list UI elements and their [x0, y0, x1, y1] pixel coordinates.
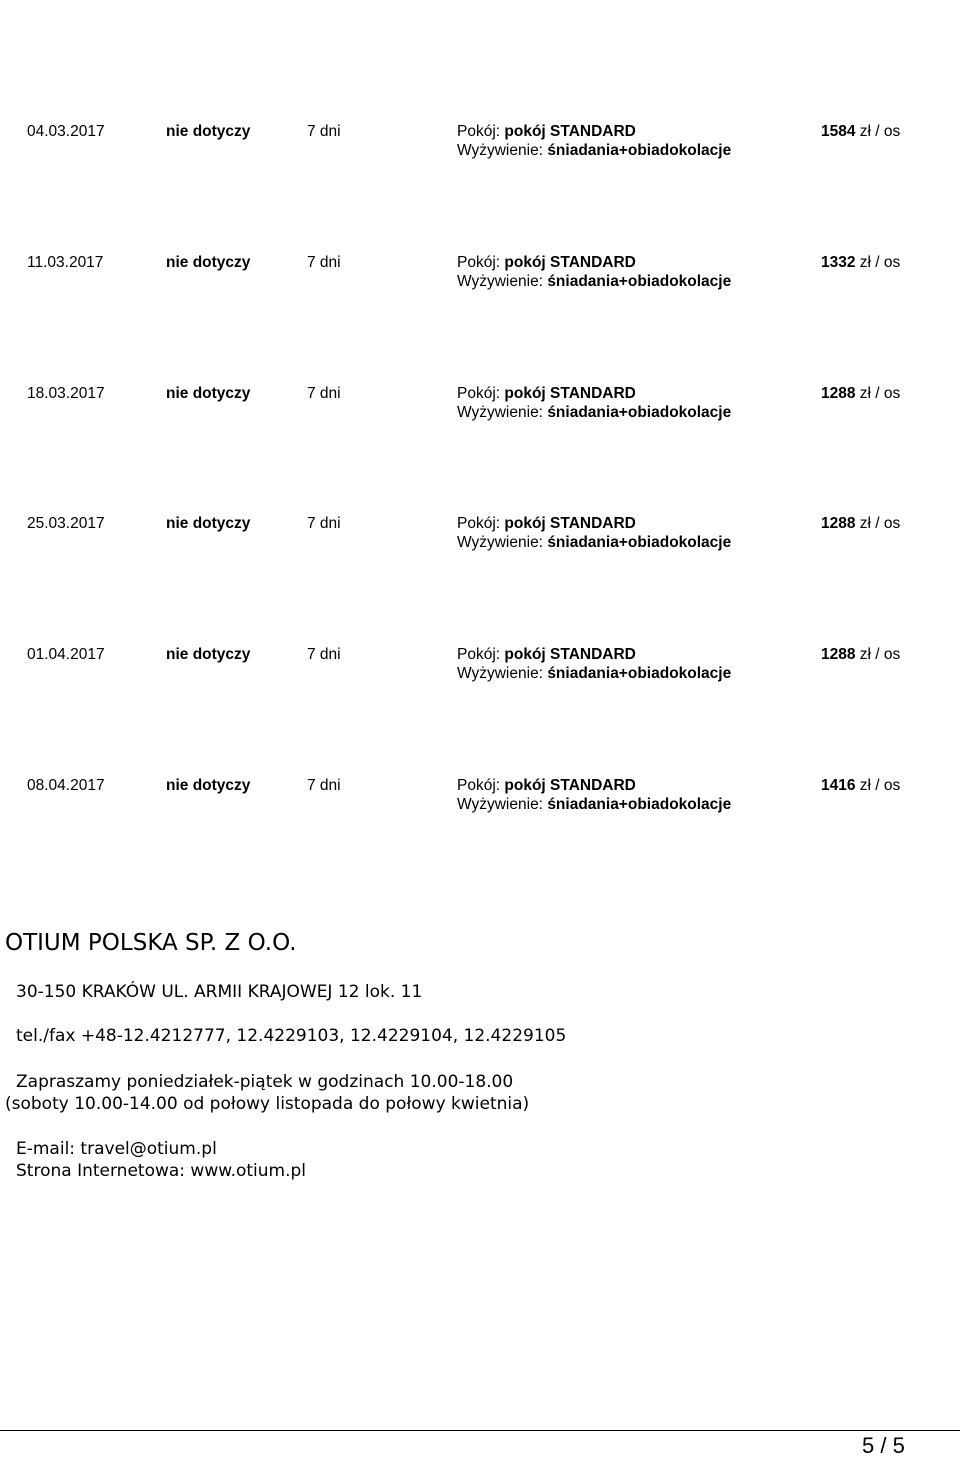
room-label: Pokój: [457, 777, 501, 794]
room-value: pokój STANDARD [504, 123, 636, 140]
room-label: Pokój: [457, 646, 501, 663]
room-line [457, 122, 731, 141]
offer-duration: 7 dni [307, 646, 341, 663]
price-unit: zł / os [859, 385, 901, 402]
room-line [457, 253, 731, 272]
company-address: 30-150 KRAKÓW UL. ARMII KRAJOWEJ 12 lok. 11 [16, 982, 423, 1002]
offer-status: nie dotyczy [166, 515, 251, 532]
footer-divider [0, 1430, 960, 1431]
board-value: śniadania+obiadokolacje [547, 142, 732, 159]
offer-date: 25.03.2017 [27, 515, 105, 532]
offer-price [821, 253, 900, 272]
offer-description [457, 122, 731, 160]
offer-row [0, 384, 960, 424]
price-unit: zł / os [859, 254, 901, 271]
offer-row [0, 514, 960, 554]
board-value: śniadania+obiadokolacje [547, 534, 732, 551]
offer-description [457, 253, 731, 291]
price-unit: zł / os [859, 646, 901, 663]
board-line [457, 795, 731, 814]
board-value: śniadania+obiadokolacje [547, 665, 732, 682]
offer-status: nie dotyczy [166, 254, 251, 271]
offer-row [0, 645, 960, 685]
company-name: OTIUM POLSKA SP. Z O.O. [5, 930, 297, 956]
offer-duration: 7 dni [307, 254, 341, 271]
board-line [457, 664, 731, 683]
price-amount: 1416 [821, 777, 856, 794]
company-phone: tel./fax +48-12.4212777, 12.4229103, 12.4229104, 12.4229105 [16, 1026, 567, 1046]
company-email[interactable]: E-mail: travel@otium.pl [16, 1139, 217, 1159]
board-value: śniadania+obiadokolacje [547, 796, 732, 813]
offer-row [0, 776, 960, 816]
offer-description [457, 776, 731, 814]
room-label: Pokój: [457, 515, 501, 532]
offer-date: 18.03.2017 [27, 385, 105, 402]
board-label: Wyżywienie: [457, 142, 543, 159]
board-line [457, 141, 731, 160]
page-number: 5 / 5 [862, 1433, 905, 1458]
room-value: pokój STANDARD [504, 385, 636, 402]
room-label: Pokój: [457, 123, 501, 140]
price-amount: 1288 [821, 515, 856, 532]
offer-description [457, 514, 731, 552]
room-value: pokój STANDARD [504, 254, 636, 271]
board-line [457, 533, 731, 552]
price-amount: 1584 [821, 123, 856, 140]
board-label: Wyżywienie: [457, 796, 543, 813]
offer-duration: 7 dni [307, 515, 341, 532]
room-value: pokój STANDARD [504, 777, 636, 794]
offer-duration: 7 dni [307, 777, 341, 794]
offer-price [821, 514, 900, 533]
offer-row [0, 253, 960, 293]
opening-hours-saturday: (soboty 10.00-14.00 od połowy listopada do połowy kwietnia) [5, 1094, 530, 1114]
price-amount: 1288 [821, 646, 856, 663]
offer-description [457, 384, 731, 422]
offer-price [821, 776, 900, 795]
board-line [457, 272, 731, 291]
offer-date: 08.04.2017 [27, 777, 105, 794]
board-value: śniadania+obiadokolacje [547, 404, 732, 421]
room-line [457, 776, 731, 795]
room-label: Pokój: [457, 385, 501, 402]
price-amount: 1288 [821, 385, 856, 402]
price-unit: zł / os [859, 777, 901, 794]
price-amount: 1332 [821, 254, 856, 271]
offer-duration: 7 dni [307, 123, 341, 140]
room-line [457, 645, 731, 664]
offer-date: 01.04.2017 [27, 646, 105, 663]
board-label: Wyżywienie: [457, 534, 543, 551]
offer-status: nie dotyczy [166, 123, 251, 140]
company-website[interactable]: Strona Internetowa: www.otium.pl [16, 1161, 307, 1181]
board-label: Wyżywienie: [457, 273, 543, 290]
room-line [457, 384, 731, 403]
offer-date: 04.03.2017 [27, 123, 105, 140]
room-line [457, 514, 731, 533]
board-value: śniadania+obiadokolacje [547, 273, 732, 290]
offer-status: nie dotyczy [166, 777, 251, 794]
room-label: Pokój: [457, 254, 501, 271]
offer-description [457, 645, 731, 683]
board-label: Wyżywienie: [457, 665, 543, 682]
price-unit: zł / os [859, 515, 901, 532]
offer-price [821, 122, 900, 141]
board-label: Wyżywienie: [457, 404, 543, 421]
offer-price [821, 384, 900, 403]
offer-price [821, 645, 900, 664]
room-value: pokój STANDARD [504, 646, 636, 663]
opening-hours: Zapraszamy poniedziałek-piątek w godzinach 10.00-18.00 [16, 1072, 514, 1092]
offer-status: nie dotyczy [166, 385, 251, 402]
price-unit: zł / os [859, 123, 901, 140]
room-value: pokój STANDARD [504, 515, 636, 532]
offer-duration: 7 dni [307, 385, 341, 402]
offer-date: 11.03.2017 [27, 254, 104, 271]
offer-row [0, 122, 960, 162]
offer-status: nie dotyczy [166, 646, 251, 663]
board-line [457, 403, 731, 422]
